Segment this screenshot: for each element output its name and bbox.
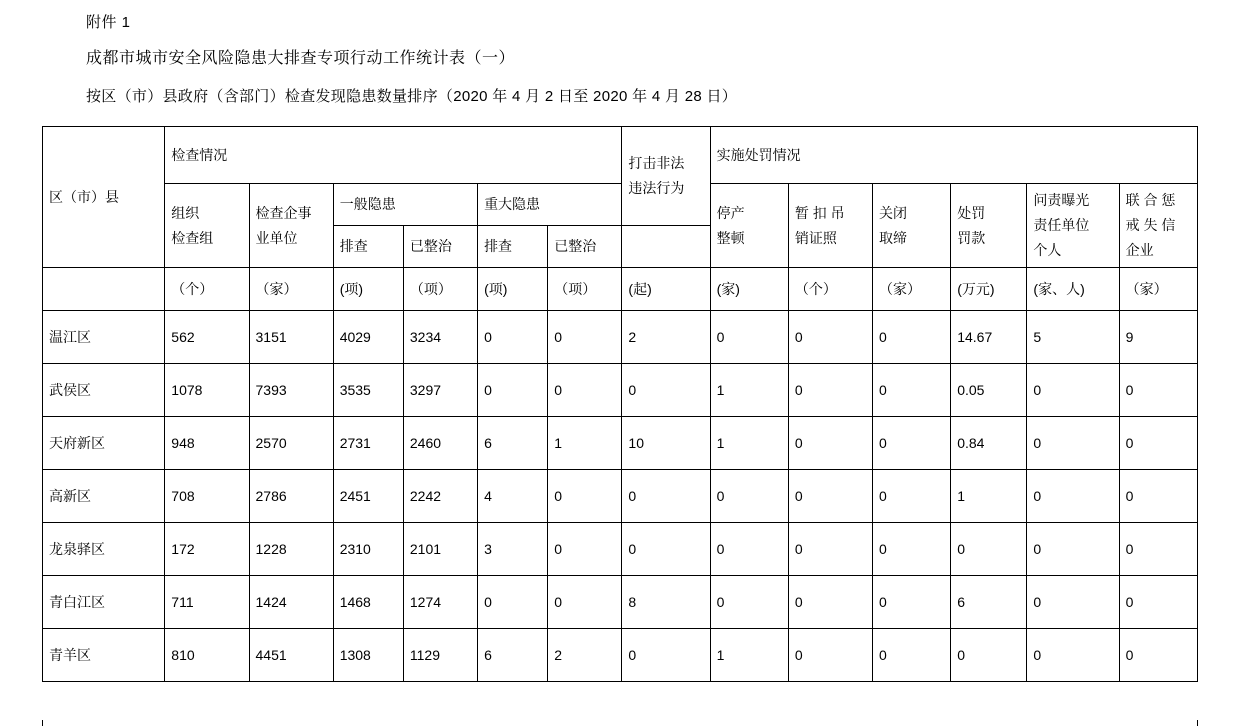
cell-major-fixed: 0	[548, 470, 622, 523]
cell-shutdown-rectify: 1	[710, 629, 788, 682]
cell-general-found: 2310	[333, 523, 403, 576]
cell-enterprises: 1228	[249, 523, 333, 576]
header-teams-line-1: 组织	[171, 204, 200, 221]
unit-license-suspend: （个）	[788, 268, 872, 311]
cell-enterprises: 3151	[249, 311, 333, 364]
cell-close-ban: 0	[873, 576, 951, 629]
cell-region: 龙泉驿区	[43, 523, 165, 576]
header-major-found: 排查	[478, 226, 548, 268]
group-header-major-hazard: 重大隐患	[478, 184, 622, 226]
cell-close-ban: 0	[873, 417, 951, 470]
cell-teams: 708	[165, 470, 249, 523]
header-license-line-2: 销证照	[794, 229, 837, 246]
table-row	[43, 364, 1198, 417]
cell-general-fixed: 2242	[403, 470, 477, 523]
cell-general-fixed: 3297	[403, 364, 477, 417]
cell-license-suspend: 0	[788, 523, 872, 576]
cell-shutdown-rectify: 0	[710, 311, 788, 364]
header-joint-punish	[1119, 184, 1197, 268]
cell-general-fixed: 2460	[403, 417, 477, 470]
cell-illegal: 0	[622, 629, 710, 682]
cell-major-fixed: 0	[548, 311, 622, 364]
cell-shutdown-rectify: 1	[710, 364, 788, 417]
unit-close-ban: （家）	[873, 268, 951, 311]
cell-fines: 0.84	[951, 417, 1027, 470]
cell-region: 温江区	[43, 311, 165, 364]
cell-shutdown-rectify: 1	[710, 417, 788, 470]
cell-fines: 14.67	[951, 311, 1027, 364]
header-shutdown-line-1: 停产	[716, 204, 745, 221]
header-shutdown-rectify	[710, 184, 788, 268]
cell-general-fixed: 1274	[403, 576, 477, 629]
cell-region: 青白江区	[43, 576, 165, 629]
cell-major-found: 0	[478, 311, 548, 364]
cell-accountability: 0	[1027, 417, 1119, 470]
cell-license-suspend: 0	[788, 470, 872, 523]
cell-accountability: 0	[1027, 470, 1119, 523]
unit-shutdown-rectify: (家)	[710, 268, 788, 311]
cell-joint-punish: 0	[1119, 576, 1197, 629]
cell-accountability: 0	[1027, 523, 1119, 576]
unit-major-fixed: （项）	[548, 268, 622, 311]
cell-license-suspend: 0	[788, 311, 872, 364]
cell-close-ban: 0	[873, 629, 951, 682]
unit-general-found: (项)	[333, 268, 403, 311]
cell-accountability: 0	[1027, 576, 1119, 629]
cell-major-fixed: 2	[548, 629, 622, 682]
cell-license-suspend: 0	[788, 576, 872, 629]
unit-teams: （个）	[165, 268, 249, 311]
cell-major-fixed: 0	[548, 364, 622, 417]
cell-region: 青羊区	[43, 629, 165, 682]
cell-fines: 0.05	[951, 364, 1027, 417]
cell-major-fixed: 0	[548, 576, 622, 629]
cell-major-fixed: 1	[548, 417, 622, 470]
header-accountability	[1027, 184, 1119, 268]
cell-shutdown-rectify: 0	[710, 470, 788, 523]
cell-fines: 0	[951, 629, 1027, 682]
cell-enterprises: 2786	[249, 470, 333, 523]
table-row	[43, 576, 1198, 629]
attachment-label: 附件 1	[86, 14, 131, 31]
cell-shutdown-rectify: 0	[710, 576, 788, 629]
cell-illegal: 2	[622, 311, 710, 364]
header-license-suspend	[788, 184, 872, 268]
cell-close-ban: 0	[873, 470, 951, 523]
header-accountability-line-1: 问责曝光	[1033, 192, 1090, 208]
cell-fines: 6	[951, 576, 1027, 629]
header-enterprises-line-2: 业单位	[255, 229, 298, 246]
unit-fines: (万元)	[951, 268, 1027, 311]
table-continuation-edge	[42, 720, 1198, 726]
cell-illegal: 0	[622, 470, 710, 523]
table-subheader-row	[43, 184, 1198, 226]
cell-general-fixed: 2101	[403, 523, 477, 576]
cell-joint-punish: 0	[1119, 629, 1197, 682]
table-unit-row	[43, 268, 1198, 311]
cell-accountability: 5	[1027, 311, 1119, 364]
header-joint-line-2: 戒 失 信	[1125, 217, 1176, 233]
table-row	[43, 523, 1198, 576]
cell-close-ban: 0	[873, 311, 951, 364]
group-header-penalty: 实施处罚情况	[710, 127, 1197, 184]
cell-enterprises: 7393	[249, 364, 333, 417]
cell-teams: 810	[165, 629, 249, 682]
cell-illegal: 0	[622, 364, 710, 417]
cell-accountability: 0	[1027, 629, 1119, 682]
header-close-line-2: 取缔	[879, 229, 908, 246]
cell-region: 武侯区	[43, 364, 165, 417]
cell-illegal: 0	[622, 523, 710, 576]
cell-illegal: 8	[622, 576, 710, 629]
header-fines	[951, 184, 1027, 268]
header-enterprises-line-1: 检查企事	[255, 204, 312, 221]
cell-fines: 0	[951, 523, 1027, 576]
cell-fines: 1	[951, 470, 1027, 523]
cell-teams: 172	[165, 523, 249, 576]
unit-joint-punish: （家）	[1119, 268, 1197, 311]
header-close-line-1: 关闭	[879, 204, 908, 221]
table-group-header-row	[43, 127, 1198, 184]
header-teams-line-2: 检查组	[171, 229, 214, 246]
header-accountability-line-2: 责任单位	[1033, 217, 1090, 233]
cell-major-found: 6	[478, 417, 548, 470]
cell-general-fixed: 3234	[403, 311, 477, 364]
header-close-ban	[873, 184, 951, 268]
cell-joint-punish: 0	[1119, 364, 1197, 417]
cell-shutdown-rectify: 0	[710, 523, 788, 576]
cell-enterprises: 1424	[249, 576, 333, 629]
table-row	[43, 311, 1198, 364]
cell-major-found: 4	[478, 470, 548, 523]
cell-general-found: 4029	[333, 311, 403, 364]
cell-accountability: 0	[1027, 364, 1119, 417]
cell-region: 高新区	[43, 470, 165, 523]
cell-teams: 562	[165, 311, 249, 364]
cell-joint-punish: 0	[1119, 523, 1197, 576]
cell-major-found: 0	[478, 364, 548, 417]
header-illegal-line-1: 打击非法	[628, 155, 685, 171]
cell-major-found: 6	[478, 629, 548, 682]
header-shutdown-line-2: 整顿	[716, 229, 745, 246]
cell-general-found: 2451	[333, 470, 403, 523]
group-header-general-hazard: 一般隐患	[333, 184, 477, 226]
cell-joint-punish: 0	[1119, 417, 1197, 470]
cell-major-found: 0	[478, 576, 548, 629]
cell-general-found: 2731	[333, 417, 403, 470]
cell-close-ban: 0	[873, 523, 951, 576]
group-header-inspection: 检查情况	[165, 127, 622, 184]
header-region: 区（市）县	[43, 127, 165, 268]
header-license-line-1: 暂 扣 吊	[794, 204, 845, 221]
header-enterprises	[249, 184, 333, 268]
header-accountability-line-3: 个人	[1033, 242, 1062, 258]
cell-license-suspend: 0	[788, 417, 872, 470]
unit-general-fixed: （项）	[403, 268, 477, 311]
cell-joint-punish: 9	[1119, 311, 1197, 364]
cell-enterprises: 2570	[249, 417, 333, 470]
cell-illegal: 10	[622, 417, 710, 470]
unit-region	[43, 268, 165, 311]
page-title: 成都市城市安全风险隐患大排查专项行动工作统计表（一）	[86, 50, 516, 67]
header-fines-line-2: 罚款	[957, 229, 986, 246]
unit-accountability: (家、人)	[1027, 268, 1119, 311]
cell-license-suspend: 0	[788, 364, 872, 417]
cell-major-found: 3	[478, 523, 548, 576]
cell-enterprises: 4451	[249, 629, 333, 682]
unit-enterprises: （家）	[249, 268, 333, 311]
header-illegal-line-2: 违法行为	[628, 180, 685, 196]
cell-teams: 948	[165, 417, 249, 470]
unit-illegal: (起)	[622, 268, 710, 311]
statistics-table	[42, 126, 1198, 682]
cell-general-found: 1468	[333, 576, 403, 629]
table-row	[43, 629, 1198, 682]
cell-joint-punish: 0	[1119, 470, 1197, 523]
cell-teams: 1078	[165, 364, 249, 417]
table-row	[43, 470, 1198, 523]
header-major-fixed: 已整治	[548, 226, 622, 268]
header-illegal	[622, 127, 710, 226]
header-general-found: 排查	[333, 226, 403, 268]
header-fines-line-1: 处罚	[957, 204, 986, 221]
document-header	[0, 0, 1240, 114]
cell-region: 天府新区	[43, 417, 165, 470]
cell-license-suspend: 0	[788, 629, 872, 682]
header-joint-line-1: 联 合 惩	[1125, 192, 1176, 208]
cell-major-fixed: 0	[548, 523, 622, 576]
table-row	[43, 417, 1198, 470]
header-joint-line-3: 企业	[1125, 242, 1154, 258]
cell-teams: 711	[165, 576, 249, 629]
cell-general-fixed: 1129	[403, 629, 477, 682]
cell-close-ban: 0	[873, 364, 951, 417]
cell-general-found: 3535	[333, 364, 403, 417]
document-subtitle: 按区（市）县政府（含部门）检查发现隐患数量排序（2020 年 4 月 2 日至 2020 年 4 月 28 日）	[86, 88, 738, 105]
header-teams	[165, 184, 249, 268]
cell-general-found: 1308	[333, 629, 403, 682]
header-general-fixed: 已整治	[403, 226, 477, 268]
unit-major-found: (项)	[478, 268, 548, 311]
